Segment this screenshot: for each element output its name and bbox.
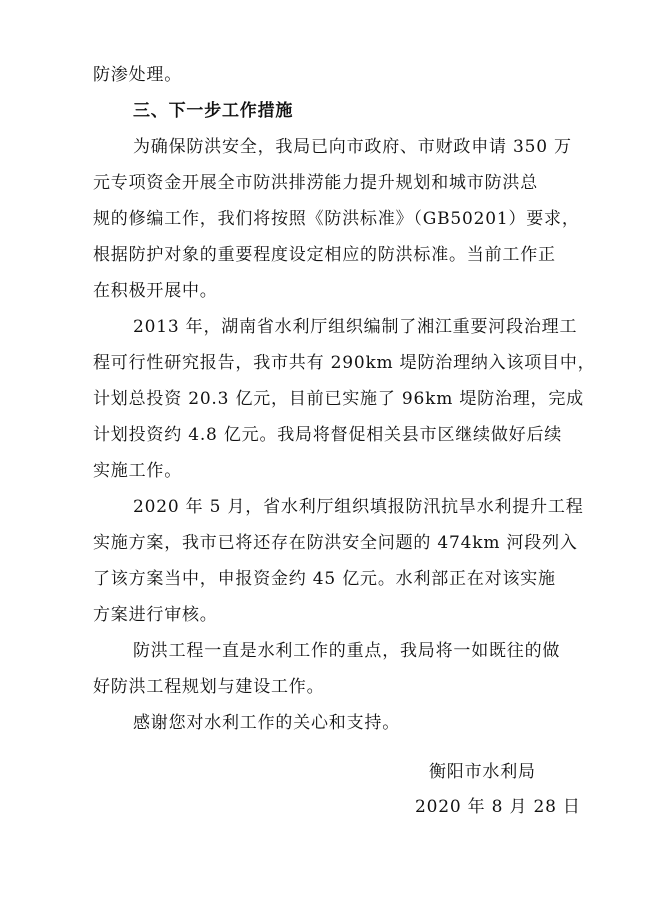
paragraph-line: 方案进行审核。 bbox=[93, 605, 218, 625]
signature-organization: 衡阳市水利局 bbox=[429, 762, 536, 782]
section-heading: 三、下一步工作措施 bbox=[133, 101, 294, 121]
text-line: 防渗处理。 bbox=[93, 65, 182, 85]
closing-line: 感谢您对水利工作的关心和支持。 bbox=[133, 713, 400, 733]
paragraph-line: 在积极开展中。 bbox=[93, 281, 218, 301]
paragraph-line: 了该方案当中，申报资金约 45 亿元。水利部正在对该实施 bbox=[93, 569, 556, 589]
paragraph-line: 计划投资约 4.8 亿元。我局将督促相关县市区继续做好后续 bbox=[93, 425, 563, 445]
paragraph-line: 计划总投资 20.3 亿元，目前已实施了 96km 堤防治理，完成 bbox=[93, 389, 584, 409]
paragraph-line: 实施工作。 bbox=[93, 461, 182, 481]
paragraph-line: 防洪工程一直是水利工作的重点，我局将一如既往的做 bbox=[133, 641, 561, 661]
paragraph-line: 规的修编工作，我们将按照《防洪标准》（GB50201）要求， bbox=[93, 209, 580, 229]
paragraph-line: 好防洪工程规划与建设工作。 bbox=[93, 677, 325, 697]
paragraph-line: 2013 年，湖南省水利厅组织编制了湘江重要河段治理工 bbox=[133, 317, 578, 337]
paragraph-line: 根据防护对象的重要程度设定相应的防洪标准。当前工作正 bbox=[93, 245, 556, 265]
paragraph-line: 程可行性研究报告，我市共有 290km 堤防治理纳入该项目中， bbox=[93, 353, 596, 373]
paragraph-line: 为确保防洪安全，我局已向市政府、市财政申请 350 万 bbox=[133, 137, 572, 157]
paragraph-line: 2020 年 5 月，省水利厅组织填报防汛抗旱水利提升工程 bbox=[133, 497, 584, 517]
paragraph-line: 实施方案，我市已将还存在防洪安全问题的 474km 河段列入 bbox=[93, 533, 578, 553]
signature-date: 2020 年 8 月 28 日 bbox=[415, 797, 581, 817]
paragraph-line: 元专项资金开展全市防洪排涝能力提升规划和城市防洪总 bbox=[93, 173, 538, 193]
